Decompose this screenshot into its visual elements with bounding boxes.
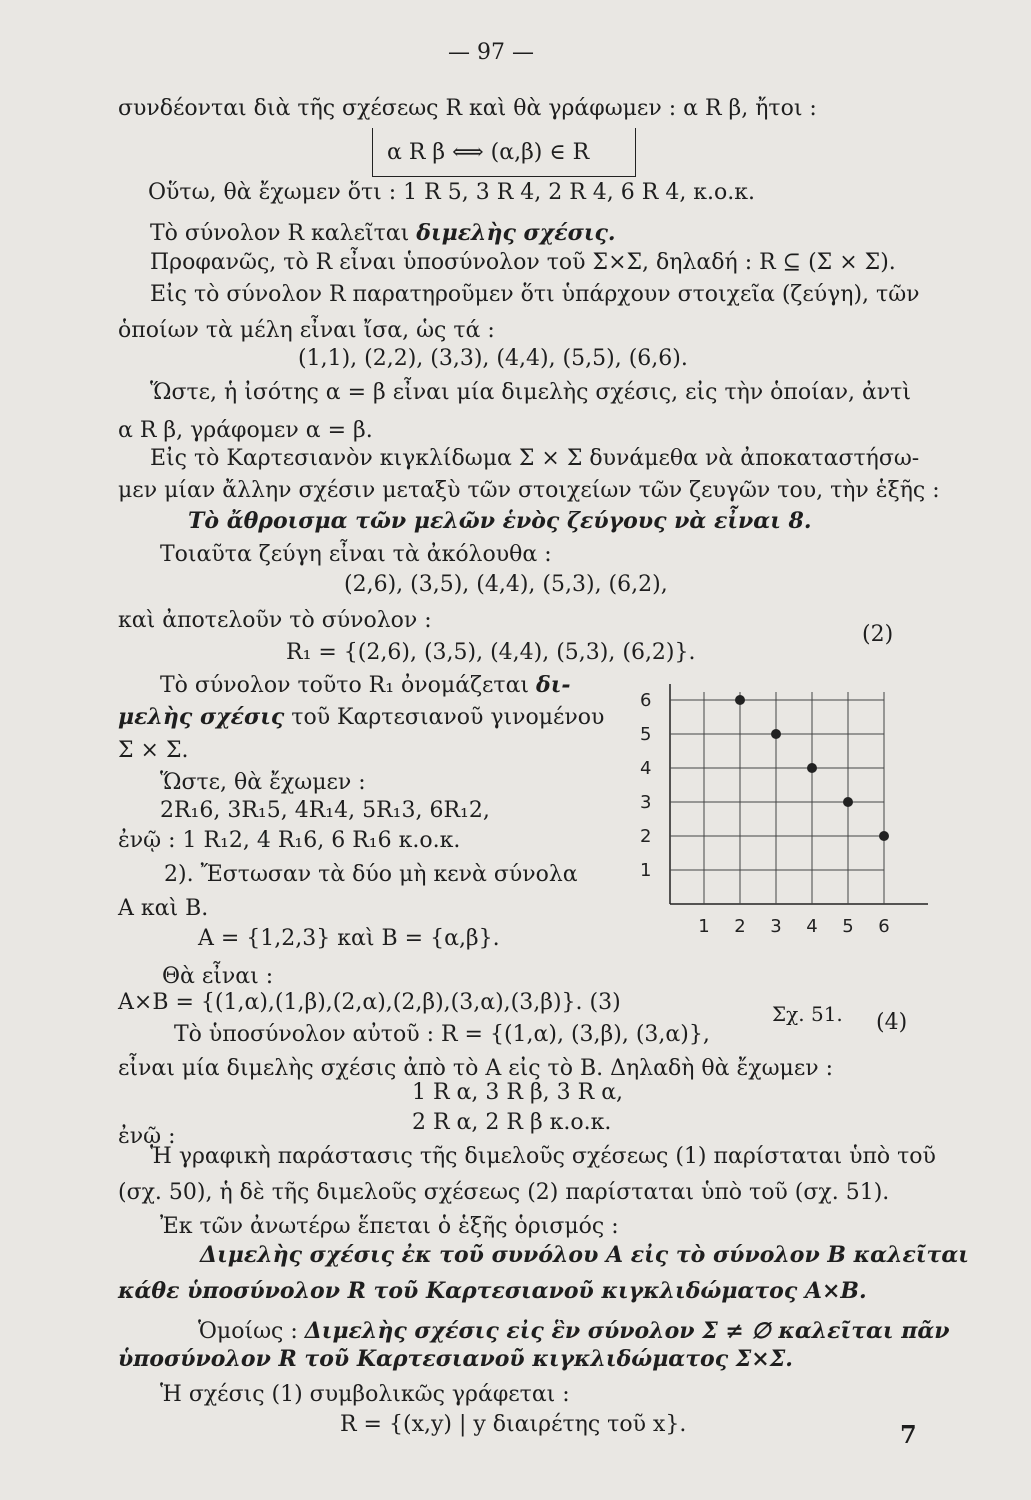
text-line: Ἡ σχέσις (1) συμβολικῶς γράφεται :: [160, 1382, 570, 1407]
term-emphasis: μελὴς σχέσις: [118, 704, 285, 730]
page-number: — 97 —: [448, 40, 534, 65]
text-line: Ἡ γραφικὴ παράστασις τῆς διμελοῦς σχέσεως (1) παρίσταται ὑπὸ τοῦ: [150, 1144, 936, 1169]
text-run: Τὸ σύνολον τοῦτο R₁ ὀνομάζεται: [160, 673, 537, 698]
x-tick: 2: [734, 916, 746, 937]
text-run: Τὸ σύνολον R καλεῖται: [150, 221, 417, 246]
text-line: (σχ. 50), ἡ δὲ τῆς διμελοῦς σχέσεως (2) παρίσταται ὑπὸ τοῦ (σχ. 51).: [118, 1180, 890, 1205]
y-tick: 3: [640, 792, 652, 813]
text-run: Ὁμοίως :: [198, 1319, 305, 1344]
text-line: εἶναι μία διμελὴς σχέσις ἀπὸ τὸ Α εἰς τὸ Β. Δηλαδὴ θὰ ἔχωμεν :: [118, 1056, 834, 1081]
text-line: καὶ ἀποτελοῦν τὸ σύνολον :: [118, 608, 432, 633]
equation-number: (2): [862, 622, 894, 647]
text-line: [118, 704, 604, 731]
definition-line: κάθε ὑποσύνολον R τοῦ Καρτεσιανοῦ κιγκλιδώματος Α×Β.: [118, 1278, 867, 1304]
formula-text: α R β ⟺ (α,β) ∈ R: [387, 140, 590, 165]
relation-point: [771, 729, 781, 739]
text-line: α R β, γράφομεν α = β.: [118, 418, 373, 443]
relation-point: [735, 695, 745, 705]
y-tick: 1: [640, 860, 652, 881]
text-line: συνδέονται διὰ τῆς σχέσεως R καὶ θὰ γράφωμεν : α R β, ἤτοι :: [118, 96, 817, 121]
relation-graph: [630, 680, 930, 980]
text-line: Εἰς τὸ σύνολον R παρατηροῦμεν ὅτι ὑπάρχουν στοιχεῖα (ζεύγη), τῶν: [150, 282, 920, 307]
text-line: [150, 220, 616, 247]
text-line: ὁποίων τὰ μέλη εἶναι ἴσα, ὡς τά :: [118, 318, 495, 343]
term-emphasis: δι-: [536, 672, 571, 698]
text-line: Ἐκ τῶν ἀνωτέρω ἕπεται ὁ ἑξῆς ὁρισμός :: [160, 1214, 619, 1239]
text-line: 2). Ἔστωσαν τὰ δύο μὴ κενὰ σύνολα: [164, 862, 578, 887]
relation-point: [807, 763, 817, 773]
x-tick: 5: [842, 916, 854, 937]
text-line: R₁ = {(2,6), (3,5), (4,4), (5,3), (6,2)}.: [286, 640, 696, 665]
text-line: Α = {1,2,3} καὶ Β = {α,β}.: [198, 926, 500, 951]
text-line: Ὥστε, ἡ ἰσότης α = β εἶναι μία διμελὴς σχέσις, εἰς τὴν ὁποίαν, ἀντὶ: [150, 380, 911, 405]
definition-line: ὑποσύνολον R τοῦ Καρτεσιανοῦ κιγκλιδώματος Σ×Σ.: [118, 1346, 793, 1372]
text-line: [198, 1318, 950, 1345]
definition-emphasis: Διμελὴς σχέσις εἰς ἓν σύνολον Σ ≠ ∅ καλεῖται πᾶν: [304, 1318, 950, 1344]
text-line: Τοιαῦτα ζεύγη εἶναι τὰ ἀκόλουθα :: [160, 542, 552, 567]
term-emphasis: διμελὴς σχέσις.: [416, 220, 616, 246]
text-line: 2R₁6, 3R₁5, 4R₁4, 5R₁3, 6R₁2,: [160, 798, 490, 823]
x-tick: 4: [806, 916, 818, 937]
text-line: Εἰς τὸ Καρτεσιανὸν κιγκλίδωμα Σ × Σ δυνάμεθα νὰ ἀποκαταστήσω-: [150, 446, 920, 471]
y-tick: 4: [640, 758, 652, 779]
text-line: R = {(x,y) | y διαιρέτης τοῦ x}.: [340, 1412, 687, 1437]
y-tick: 6: [640, 690, 652, 711]
boxed-formula: [372, 128, 636, 177]
equation-number: (4): [876, 1010, 908, 1035]
x-tick: 6: [878, 916, 890, 937]
relation-point: [843, 797, 853, 807]
text-line: ἐνῷ :: [118, 1124, 176, 1149]
text-line: (1,1), (2,2), (3,3), (4,4), (5,5), (6,6).: [298, 346, 688, 371]
text-line: 2 R α, 2 R β κ.ο.κ.: [412, 1110, 612, 1135]
y-tick-labels: [640, 690, 651, 881]
text-line: Προφανῶς, τὸ R εἶναι ὑποσύνολον τοῦ Σ×Σ, δηλαδή : R ⊆ (Σ × Σ).: [150, 250, 896, 275]
emphasis-line: Τὸ ἄθροισμα τῶν μελῶν ἑνὸς ζεύγους νὰ εἶναι 8.: [188, 508, 812, 534]
x-tick-labels: [698, 916, 889, 937]
text-line: Α καὶ Β.: [118, 896, 209, 921]
y-tick: 2: [640, 826, 652, 847]
figure-caption: Σχ. 51.: [772, 1002, 843, 1026]
grid-lines: [670, 684, 928, 904]
text-line: (2,6), (3,5), (4,4), (5,3), (6,2),: [344, 572, 668, 597]
text-line: Θὰ εἶναι :: [162, 964, 274, 989]
text-line: ἐνῷ : 1 R₁2, 4 R₁6, 6 R₁6 κ.ο.κ.: [118, 828, 461, 853]
text-line: [160, 672, 571, 699]
y-tick: 5: [640, 724, 652, 745]
text-line: μεν μίαν ἄλλην σχέσιν μεταξὺ τῶν στοιχείων τῶν ζευγῶν του, τὴν ἑξῆς :: [118, 478, 940, 503]
text-line: Α×Β = {(1,α),(1,β),(2,α),(2,β),(3,α),(3,β)}. (3): [118, 990, 621, 1015]
definition-line: Διμελὴς σχέσις ἐκ τοῦ συνόλου Α εἰς τὸ σύνολον Β καλεῖται: [200, 1242, 969, 1268]
text-line: Ὥστε, θὰ ἔχωμεν :: [160, 770, 366, 795]
x-tick: 1: [698, 916, 710, 937]
text-run: τοῦ Καρτεσιανοῦ γινομένου: [284, 705, 605, 730]
x-tick: 3: [770, 916, 782, 937]
text-line: Σ × Σ.: [118, 738, 189, 763]
text-line: 1 R α, 3 R β, 3 R α,: [412, 1080, 624, 1105]
folio-mark: 7: [900, 1420, 917, 1449]
relation-point: [879, 831, 889, 841]
text-line: Τὸ ὑποσύνολον αὐτοῦ : R = {(1,α), (3,β), (3,α)},: [174, 1022, 710, 1047]
relation-figure: [630, 680, 930, 980]
text-line: Οὕτω, θὰ ἔχωμεν ὅτι : 1 R 5, 3 R 4, 2 R 4, 6 R 4, κ.ο.κ.: [148, 180, 756, 205]
